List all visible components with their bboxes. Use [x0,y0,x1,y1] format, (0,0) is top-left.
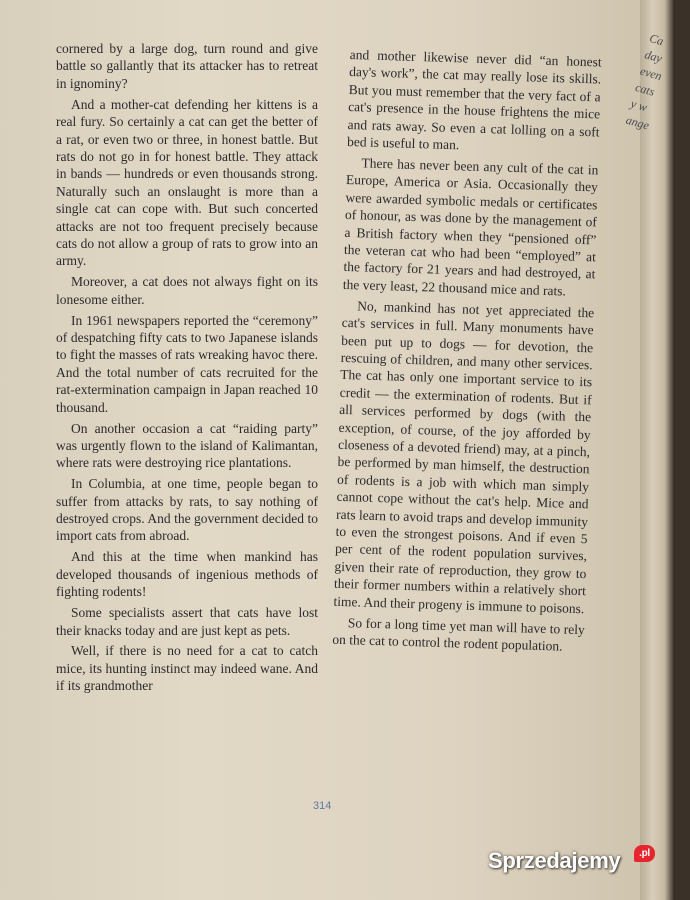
page-number: 314 [313,800,332,812]
sprzedajemy-watermark [488,848,650,874]
peek-line: day [643,47,664,66]
peek-line: ange [624,112,651,133]
right-column [332,46,602,659]
paragraph: Moreover, a cat does not always fight on its lonesome either. [56,274,318,307]
paragraph: And a mother-cat defending her kittens is a real fury. So certainly a cat can get the better of a rat, or even two or three, in honest battle. But rats do not go in for honest battle. They attack in bands — hundreds or even thousands strong. Naturally such an onslaught is more than a single cat can cope with. But such concerted attacks are not too frequent precisely because cats do not allow a group of rats to grow into an army. [56,96,318,269]
paragraph: and mother likewise never did “an honest day's work”, the cat may really lose its skills. But you must remember that the very fact of a cat's presence in the house frightens the mice and rats away. So even a cat lolling on a soft bed is useful to man. [346,46,602,153]
peek-line: Ca [647,30,666,49]
peek-line: cats [633,79,657,99]
peek-line: y w [629,96,649,115]
watermark-badge: .pl [634,845,655,862]
paragraph: cornered by a large dog, turn round and give battle so gallantly that its attacker has to retreat in ignominy? [56,41,318,91]
show-through-text [346,770,606,792]
peek-line: even [638,63,664,84]
paragraph: So for a long time yet man will have to rely on the cat to control the rodent population. [332,614,586,654]
paragraph: There has never been any cult of the cat in Europe, America or Asia. Occasionally they were awarded symbolic medals or certificates of honour, as was done by the management of a British factory when they “pensioned off” the veteran cat who had been “employed” at the factory for 21 years and had destroyed, at the very least, 22 thousand mice and rats. [342,155,599,299]
paragraph: And this at the time when mankind has developed thousands of ingenious methods of fighting rodents! [56,549,318,600]
paragraph: No, mankind has not yet appreciated the cat's services in full. Many monuments have been put up to dogs — for devotion, the rescuing of children, and many other services. The cat has only one important service to its credit — the extermination of rodents. But if all services performed by dogs (with the exception, of course, of the joy afforded by closeness of a devoted friend) may, at a pinch, be performed by man himself, the destruction of rodents is a job with which man simply cannot cope without the cat's help. Mice and rats learn to avoid traps and develop immunity to even the strongest poisons. And if even 5 per cent of the rodent population survives, given their rate of reproduction, they grow to their former numbers within a relatively short time. And their progeny is immune to poisons. [333,298,595,616]
paragraph: In 1961 newspapers reported the “ceremony” of despatching fifty cats to two Japanese islands to fight the masses of rats wreaking havoc there. And the total number of cats recruited for the rat-extermination campaign in Japan reached 10 thousand. [56,312,318,415]
next-page-edge [624,0,675,900]
watermark-text: Sprzedajemy [488,848,621,873]
paragraph: On another occasion a cat “raiding party” was urgently flown to the island of Kalimantan, where rats were destroying rice plantations. [56,420,318,471]
paragraph: Some specialists assert that cats have lost their knacks today and are just kept as pets. [56,605,318,638]
left-column [56,40,318,698]
paragraph: Well, if there is no need for a cat to catch mice, its hunting instinct may indeed wane. And if its grandmother [56,643,318,694]
paragraph: In Columbia, at one time, people began to suffer from attacks by rats, to say nothing of destroyed crops. And the government decided to import cats from abroad. [56,476,318,544]
